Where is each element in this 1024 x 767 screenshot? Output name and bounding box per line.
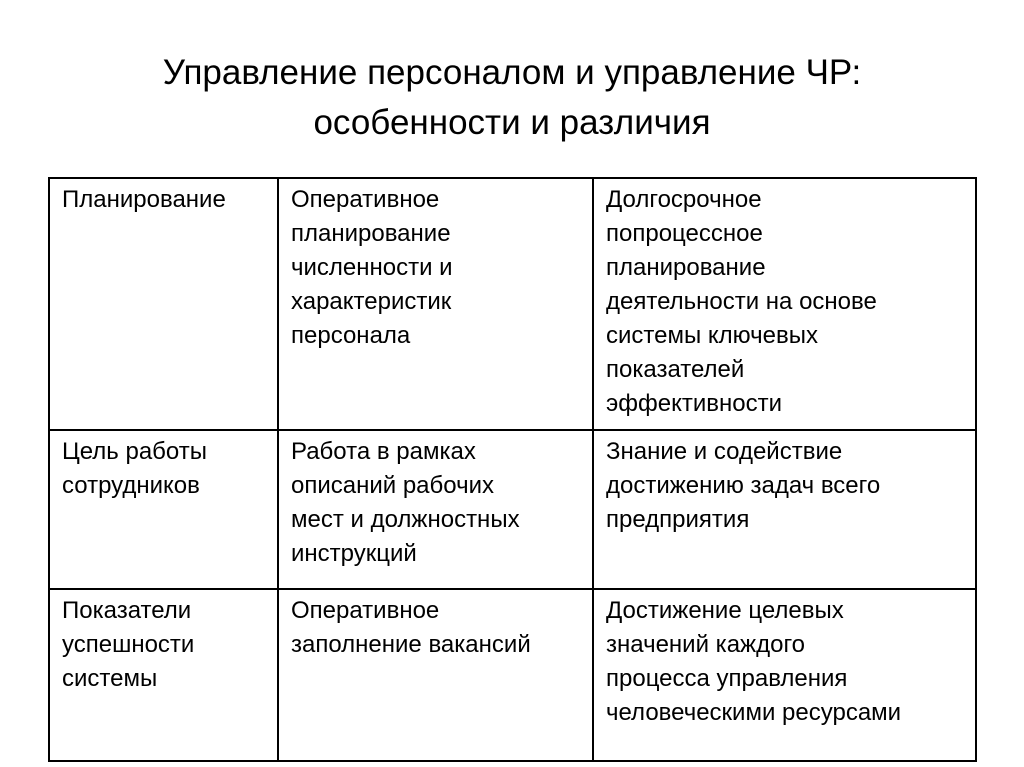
cell-text: Оперативное планирование численности и характеристик персонала bbox=[291, 186, 453, 349]
cell-text: Долгосрочное попроцессное планирование деятельности на основе системы ключевых показателей эффективности bbox=[606, 186, 877, 417]
table-row-planning bbox=[49, 178, 976, 430]
table-cell-aspect bbox=[49, 178, 278, 430]
comparison-table bbox=[48, 177, 977, 762]
cell-text: Знание и содействие достижению задач всего предприятия bbox=[606, 438, 881, 533]
table-cell-personnel-management bbox=[278, 589, 593, 761]
slide-title-line-2: особенности и различия bbox=[313, 103, 711, 142]
table-row-goal bbox=[49, 430, 976, 589]
table-cell-hr-management bbox=[593, 430, 976, 589]
table-row-success-metrics bbox=[49, 589, 976, 761]
slide-title-line-1: Управление персоналом и управление ЧР: bbox=[162, 53, 862, 92]
cell-text: Цель работы сотрудников bbox=[62, 438, 207, 499]
table-cell-personnel-management bbox=[278, 430, 593, 589]
cell-text: Показатели успешности системы bbox=[62, 597, 195, 692]
cell-text: Оперативное заполнение вакансий bbox=[291, 597, 531, 658]
cell-text: Достижение целевых значений каждого процесса управления человеческими ресурсами bbox=[606, 597, 902, 726]
table-cell-personnel-management bbox=[278, 178, 593, 430]
table-cell-aspect bbox=[49, 589, 278, 761]
table-cell-hr-management bbox=[593, 589, 976, 761]
table-cell-hr-management bbox=[593, 178, 976, 430]
cell-text: Планирование bbox=[62, 186, 226, 213]
table-cell-aspect bbox=[49, 430, 278, 589]
slide-title bbox=[0, 48, 1024, 148]
cell-text: Работа в рамках описаний рабочих мест и должностных инструкций bbox=[291, 438, 520, 567]
